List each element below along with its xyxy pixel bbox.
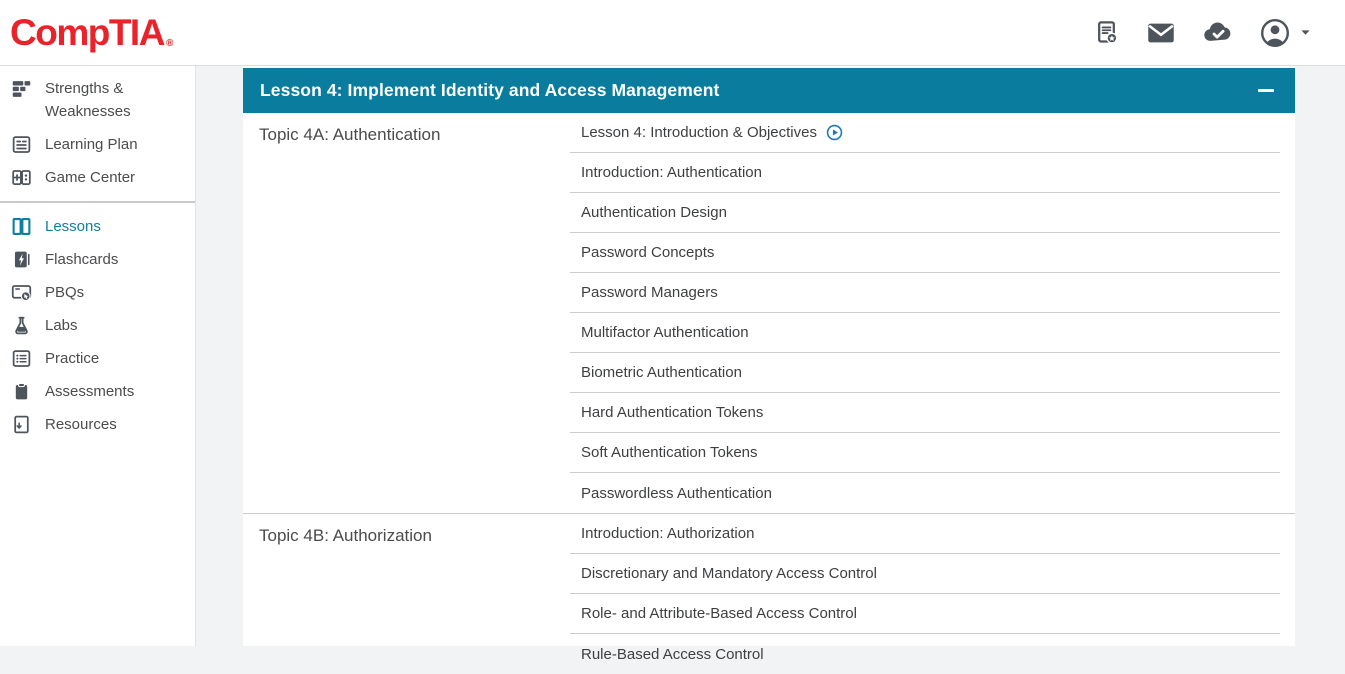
sidebar-item-label: Assessments [45, 383, 135, 400]
labs-flask-icon [11, 315, 32, 336]
sidebar-item-label: Lessons [45, 218, 101, 235]
score-report-icon[interactable] [1093, 19, 1120, 46]
topic-label: Topic 4B: Authorization [259, 526, 432, 545]
assessments-clipboard-icon [11, 381, 32, 402]
account-avatar-icon[interactable] [1259, 17, 1291, 49]
lesson-item-row[interactable] [570, 514, 1280, 554]
flashcards-icon [11, 249, 32, 270]
lesson-topics [243, 113, 1295, 674]
game-center-icon [11, 167, 32, 188]
lesson-item-label: Password Concepts [581, 244, 715, 261]
topic-lesson-list [570, 514, 1295, 674]
lesson-item-row[interactable] [570, 433, 1280, 473]
sidebar-item-label: Strengths & Weaknesses [45, 80, 131, 120]
lesson-item-label: Lesson 4: Introduction & Objectives [581, 124, 817, 141]
play-circle-icon[interactable] [826, 124, 843, 141]
learning-plan-icon [11, 134, 32, 155]
topic-section [243, 513, 1295, 674]
strengths-weaknesses-icon [11, 78, 32, 99]
sidebar-item-resources[interactable] [0, 408, 195, 441]
lesson-item-label: Authentication Design [581, 204, 727, 221]
sidebar-item-label: Resources [45, 416, 117, 433]
top-header-bar [0, 0, 1345, 66]
lesson-item-row[interactable] [570, 353, 1280, 393]
lesson-accordion-header[interactable] [243, 68, 1295, 113]
lesson-item-row[interactable] [570, 153, 1280, 193]
collapse-button[interactable] [1256, 68, 1276, 113]
lesson-item-row[interactable] [570, 233, 1280, 273]
topic-section [243, 113, 1295, 513]
lessons-book-icon [11, 216, 32, 237]
lesson-item-label: Multifactor Authentication [581, 324, 749, 341]
pbqs-icon [11, 282, 32, 303]
messages-envelope-icon[interactable] [1146, 18, 1176, 48]
lesson-item-row[interactable] [570, 594, 1280, 634]
sidebar-item-label: Labs [45, 317, 78, 334]
sidebar-item-lessons[interactable] [0, 210, 195, 243]
lesson-item-label: Rule-Based Access Control [581, 645, 764, 663]
sidebar [0, 66, 196, 646]
lesson-item-row[interactable] [570, 634, 1280, 674]
lesson-item-label: Discretionary and Mandatory Access Control [581, 565, 877, 582]
lesson-item-row[interactable] [570, 473, 1280, 513]
lesson-item-label: Hard Authentication Tokens [581, 404, 764, 421]
comptia-logo-text: CompTIA [10, 12, 164, 53]
sidebar-item-assessments[interactable] [0, 375, 195, 408]
lesson-item-row[interactable] [570, 313, 1280, 353]
lesson-title: Lesson 4: Implement Identity and Access Management [260, 80, 720, 100]
account-menu[interactable] [1259, 17, 1313, 49]
minus-icon [1258, 89, 1274, 93]
lesson-item-row[interactable] [570, 273, 1280, 313]
topic-lesson-list [570, 113, 1295, 513]
comptia-logo[interactable] [10, 14, 173, 51]
lesson-item-label: Introduction: Authentication [581, 164, 762, 181]
sidebar-item-label: PBQs [45, 284, 85, 301]
sidebar-item-label: Practice [45, 350, 100, 367]
sidebar-item-game-center[interactable] [0, 161, 195, 194]
sidebar-item-practice[interactable] [0, 342, 195, 375]
header-icon-group [1093, 17, 1313, 49]
lesson-item-label: Introduction: Authorization [581, 525, 755, 542]
lesson-item-row[interactable] [570, 393, 1280, 433]
cloud-sync-check-icon[interactable] [1202, 17, 1233, 48]
sidebar-divider [0, 201, 195, 203]
lesson-item-label: Role- and Attribute-Based Access Control [581, 605, 857, 622]
registered-trademark-mark: ® [165, 38, 174, 49]
topic-label: Topic 4A: Authentication [259, 125, 441, 144]
lesson-item-row[interactable] [570, 113, 1280, 153]
sidebar-item-label: Learning Plan [45, 136, 138, 153]
sidebar-item-flashcards[interactable] [0, 243, 195, 276]
lesson-content-panel [243, 66, 1295, 663]
lesson-item-label: Passwordless Authentication [581, 484, 772, 502]
sidebar-item-strengths-weaknesses[interactable] [0, 72, 195, 128]
lesson-item-row[interactable] [570, 193, 1280, 233]
lesson-item-row[interactable] [570, 554, 1280, 594]
practice-list-icon [11, 348, 32, 369]
sidebar-nav [0, 72, 195, 441]
sidebar-item-label: Game Center [45, 169, 136, 186]
sidebar-item-pbqs[interactable] [0, 276, 195, 309]
lesson-item-label: Biometric Authentication [581, 364, 742, 381]
sidebar-item-labs[interactable] [0, 309, 195, 342]
sidebar-item-label: Flashcards [45, 251, 119, 268]
caret-down-icon[interactable] [1298, 25, 1313, 40]
lesson-item-label: Soft Authentication Tokens [581, 444, 758, 461]
sidebar-item-learning-plan[interactable] [0, 128, 195, 161]
lesson-item-label: Password Managers [581, 284, 718, 301]
resources-download-icon [11, 414, 32, 435]
